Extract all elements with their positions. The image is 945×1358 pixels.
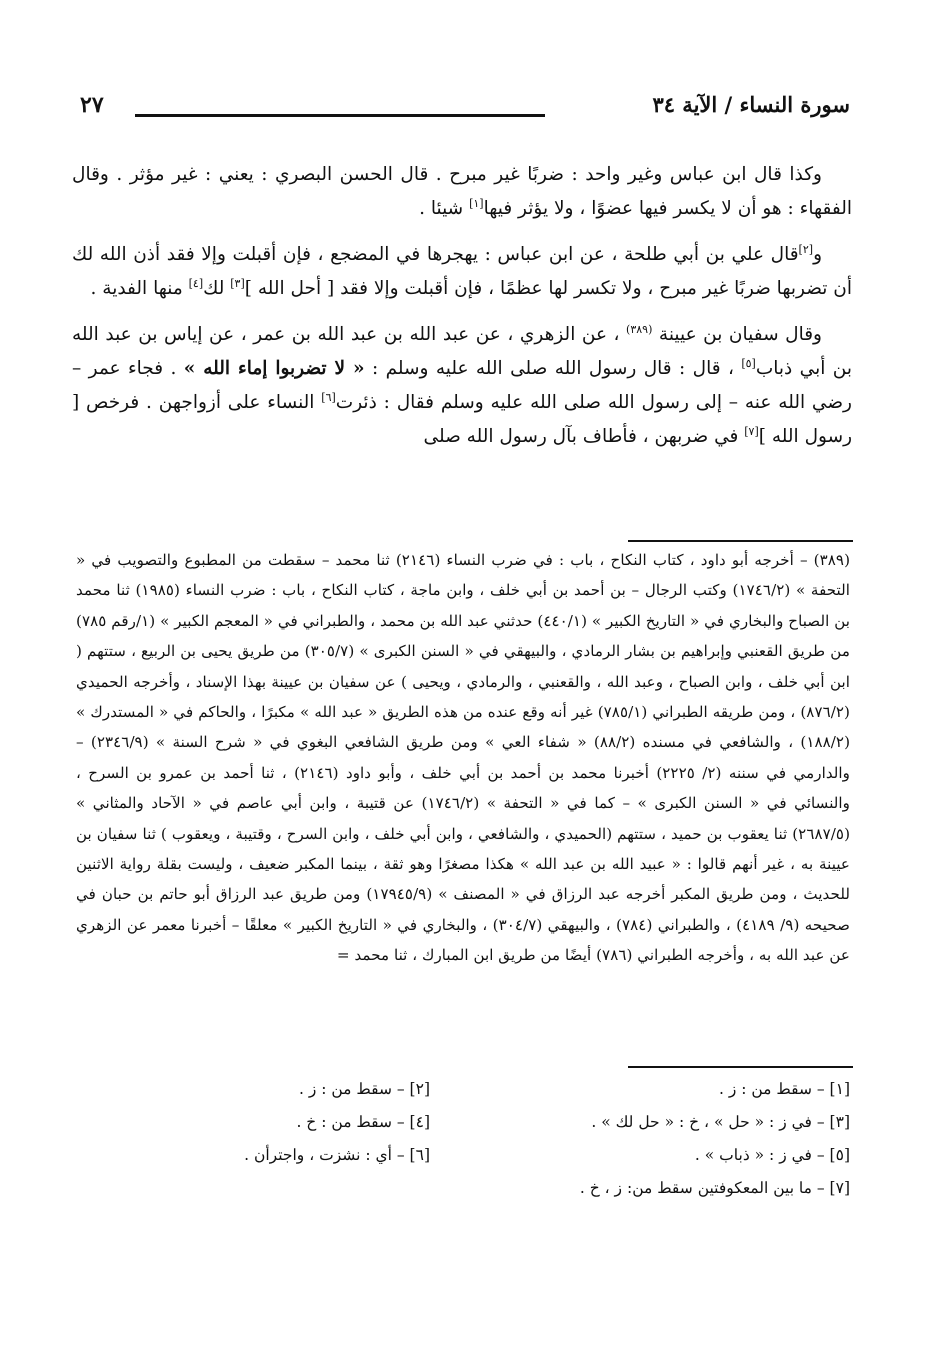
text: قال علي بن أبي طلحة ، عن ابن عباس : يهجرها في المضجع ، فإن أقبلت وإلا فقد أذن الله لك أن تضربها ضربًا غير مبرح ، ولا تكسر لها عظمًا ، فإن أقبلت وإلا فقد [ أحل الله ] bbox=[72, 244, 852, 299]
note-marker: [٢] bbox=[798, 243, 814, 256]
variant-note: [٤] – سقط من : خ . bbox=[296, 1113, 430, 1131]
footnote-section bbox=[76, 545, 850, 971]
footnote-389: (٣٨٩) – أخرجه أبو داود ، كتاب النكاح ، باب : في ضرب النساء (٢١٤٦) ثنا محمد – سقطت من المطبوع والتصويب في « التحفة » (١٧٤٦/٢) وكتب الرجال – بن أحمد بن أبي خلف ، وابن ماجة ، كتاب النكاح ، باب : ضرب النساء (١٩٨٥) ثنا محمد بن الصباح والبخاري في « التاريخ الكبير » (٤٤٠/١) حدثني عبد الله بن محمد ، والطبراني في « المعجم الكبير » (١/رقم ٧٨٥) من طريق القعنبي وإبراهيم بن بشار الرمادي ، والبيهقي في « السنن الكبرى » (٣٠٥/٧) من طريق يحيى بن الربيع ، ستتهم ( ابن أبي خلف ، وابن الصباح ، وعبد الله ، والقعنبي ، والرمادي ، ويحيى ) عن سفيان بن عيينة بهذا الإسناد ، وأخرجه الحميدي (٨٧٦/٢) ، ومن طريقه الطبراني (٧٨٥/١) غير أنه وقع عنده من هذه الطريق « عبد الله » مكبرًا ، والحاكم في « المستدرك » (١٨٨/٢) ، والشافعي في مسنده (٨٨/٢) « شفاء العي » ومن طريق الشافعي البغوي في « شرح السنة » (٢٣٤٦/٩) – والدارمي في سننه (٢/ ٢٢٢٥) أخبرنا محمد بن أحمد بن أبي خلف ، وأبو داود (٢١٤٦) ، ثنا أحمد بن عمرو بن السرح ، والنسائي في « السنن الكبرى » – كما في « التحفة » (١٧٤٦/٢) عن قتيبة ، وابن أبي عاصم في « الآحاد والمثاني » (٢٦٨٧/٥) ثنا يعقوب بن حميد ، ستتهم (الحميدي ، والشافعي ، وابن أبي خلف ، وابن السرح ، وقتيبة ، ويعقوب ) ثنا سفيان بن عيينة به ، غير أنهم قالوا : « عبيد الله بن عبد الله » هكذا مصغرًا وهو ثقة ، بينما المكبر ضعيف ، وليست بقلة رواية الاثنين للحديث ، ومن طريق المكبر أخرجه عبد الرزاق في « المصنف » (١٧٩٤٥/٩) ومن طريق عبد الرزاق أبو حاتم بن حبان في صحيحه (٩/ ٤١٨٩) ، والطبراني (٧٨٤) ، والبيهقي (٣٠٤/٧) ، والبخاري في « التاريخ الكبير » معلقًا – أخبرنا معمر عن الزهري عن عبد الله به ، وأخرجه الطبراني (٧٨٦) أيضًا من طريق ابن المبارك ، ثنا محمد = bbox=[76, 551, 850, 965]
note-marker: [٤] bbox=[188, 277, 204, 290]
variant-row bbox=[76, 1113, 850, 1146]
variant-note: [٥] – في ز : « ذباب » . bbox=[694, 1146, 850, 1164]
text: . فجاء عمر – رضي الله عنه – إلى رسول الله صلى الله عليه وسلم فقال : ذئرت bbox=[72, 358, 852, 413]
variant-note: [٦] – أي : نشزت ، واجترأن . bbox=[244, 1146, 430, 1164]
variant-note: [٢] – سقط من : ز . bbox=[298, 1080, 430, 1098]
note-marker: [٣] bbox=[230, 277, 245, 290]
page-header bbox=[80, 92, 850, 132]
variant-note: [١] – سقط من : ز . bbox=[718, 1080, 850, 1098]
variant-row bbox=[76, 1080, 850, 1113]
variant-row bbox=[76, 1146, 850, 1179]
text: شيئا . bbox=[419, 198, 470, 219]
text: في ضربهن ، فأطاف بآل رسول الله صلى bbox=[423, 426, 745, 447]
paragraph-2 bbox=[72, 238, 852, 306]
text: النساء على أزواجهن . فرخص [ رسول الله ] bbox=[72, 392, 852, 447]
text: منها الفدية . bbox=[90, 278, 189, 299]
note-marker: [٥] bbox=[741, 357, 756, 370]
text: ، عن الزهري ، عن عبد الله بن عبد الله بن عمر ، عن إياس بن عبد الله بن أبي ذباب bbox=[72, 324, 852, 379]
main-text bbox=[72, 158, 852, 466]
footnote-rule bbox=[628, 540, 853, 542]
header-rule bbox=[135, 114, 545, 117]
footnote-ref: (٣٨٩) bbox=[626, 323, 653, 336]
variant-row bbox=[76, 1179, 850, 1212]
paragraph-3 bbox=[72, 318, 852, 454]
variants-rule bbox=[628, 1066, 853, 1068]
note-marker: [١] bbox=[469, 197, 484, 210]
text: وكذا قال ابن عباس وغير واحد : ضربًا غير مبرح . قال الحسن البصري : يعني : غير مؤثر . وقال الفقهاء : هو أن لا يكسر فيها عضوًا ، ولا يؤثر فيها bbox=[72, 164, 852, 219]
text: و bbox=[813, 244, 822, 265]
note-marker: [٧] bbox=[744, 425, 759, 438]
variant-notes bbox=[76, 1080, 850, 1212]
running-title: سورة النساء / الآية ٣٤ bbox=[652, 92, 850, 117]
variant-note: [٣] – في ز : « حل » ، خ : « حل لك » . bbox=[591, 1113, 850, 1131]
note-marker: [٦] bbox=[321, 391, 336, 404]
text: وقال سفيان بن عيينة bbox=[652, 324, 822, 345]
paragraph-1 bbox=[72, 158, 852, 226]
text: ، قال : قال رسول الله صلى الله عليه وسلم : bbox=[364, 358, 742, 379]
page-number: ٢٧ bbox=[80, 92, 104, 118]
text: لك bbox=[203, 278, 231, 299]
variant-note: [٧] – ما بين المعكوفتين سقط من: ز ، خ . bbox=[579, 1179, 850, 1197]
hadith-quote: « لا تضربوا إماء الله » bbox=[183, 358, 365, 379]
